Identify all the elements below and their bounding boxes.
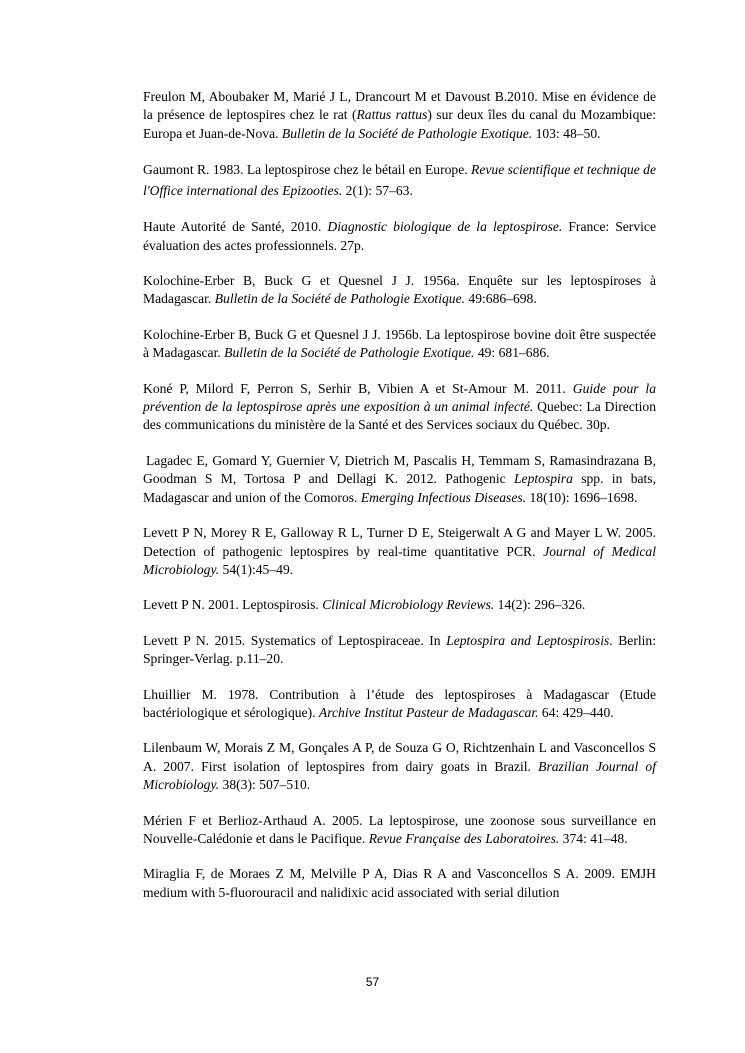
reference-gaumont-1983: Gaumont R. 1983. La leptospirose chez le bétail en Europe. Revue scientifique et technique de l'Office international des Epizooties. 2(1): 57–63. bbox=[143, 162, 656, 198]
reference-levett-2005: Levett P N, Morey R E, Galloway R L, Turner D E, Steigerwalt A G and Mayer L W. 2005. Detection of pathogenic leptospires by real-time quantitative PCR. Journal of Medical Microbiology. 54(1):45–49. bbox=[143, 525, 656, 577]
reference-kone-2011: Koné P, Milord F, Perron S, Serhir B, Vibien A et St-Amour M. 2011. Guide pour la prévention de la leptospirose après une exposition à un animal infecté. Quebec: La Direction des communications du ministère de la Santé et des Services sociaux du Québec. 30p. bbox=[143, 380, 656, 433]
reference-miraglia-2009: Miraglia F, de Moraes Z M, Melville P A, Dias R A and Vasconcellos S A. 2009. EMJH medium with 5-fluorouracil and nalidixic acid associated with serial dilution bbox=[143, 866, 656, 900]
reference-levett-2001: Levett P N. 2001. Leptospirosis. Clinical Microbiology Reviews. 14(2): 296–326. bbox=[143, 597, 586, 613]
reference-freulon-2010: Freulon M, Aboubaker M, Marié J L, Drancourt M et Davoust B.2010. Mise en évidence de la présence de leptospires chez le rat (Rattus rattus) sur deux îles du canal du Mozambique: Europa et Juan-de-Nova. Bulletin de la Société de Pathologie Exotique. 103: 48–50. bbox=[143, 89, 656, 141]
page-number: 57 bbox=[365, 975, 380, 989]
reference-lilenbaum-2007: Lilenbaum W, Morais Z M, Gonçales A P, de Souza G O, Richtzenhain L and Vasconcellos S A. 2007. First isolation of leptospires from dairy goats in Brazil. Brazilian Journal of Microbiology. 38(3): 507–510. bbox=[143, 740, 656, 793]
reference-kolochine-1956a: Kolochine-Erber B, Buck G et Quesnel J J. 1956a. Enquête sur les leptospiroses à Madagascar. Bulletin de la Société de Pathologie Exotique. 49:686–698. bbox=[143, 273, 656, 307]
reference-merien-2005: Mérien F et Berlioz-Arthaud A. 2005. La leptospirose, une zoonose sous surveillance en Nouvelle-Calédonie et dans le Pacifique. Revue Française des Laboratoires. 374: 41–48. bbox=[143, 812, 656, 846]
reference-kolochine-1956b: Kolochine-Erber B, Buck G et Quesnel J J. 1956b. La leptospirose bovine doit être suspectée à Madagascar. Bulletin de la Société de Pathologie Exotique. 49: 681–686. bbox=[143, 326, 656, 361]
reference-lagadec-2012: Lagadec E, Gomard Y, Guernier V, Dietrich M, Pascalis H, Temmam S, Ramasindrazana B, Goodman S M, Tortosa P and Dellagi K. 2012. Pathogenic Leptospira spp. in bats, Madagascar and union of the Comoros. Emerging Infectious Diseases. 18(10): 1696–1698. bbox=[143, 452, 656, 505]
reference-levett-2015: Levett P N. 2015. Systematics of Leptospiraceae. In Leptospira and Leptospirosis. Berlin: Springer-Verlag. p.11–20. bbox=[143, 632, 656, 667]
reference-has-2010: Haute Autorité de Santé, 2010. Diagnostic biologique de la leptospirose. France: Service évaluation des actes professionnels. 27p. bbox=[143, 219, 656, 253]
reference-lhuillier-1978: Lhuillier M. 1978. Contribution à l’étude des leptospiroses à Madagascar (Etude bactériologique et sérologique). Archive Institut Pasteur de Madagascar. 64: 429–440. bbox=[143, 686, 656, 720]
reference-list bbox=[143, 88, 656, 919]
